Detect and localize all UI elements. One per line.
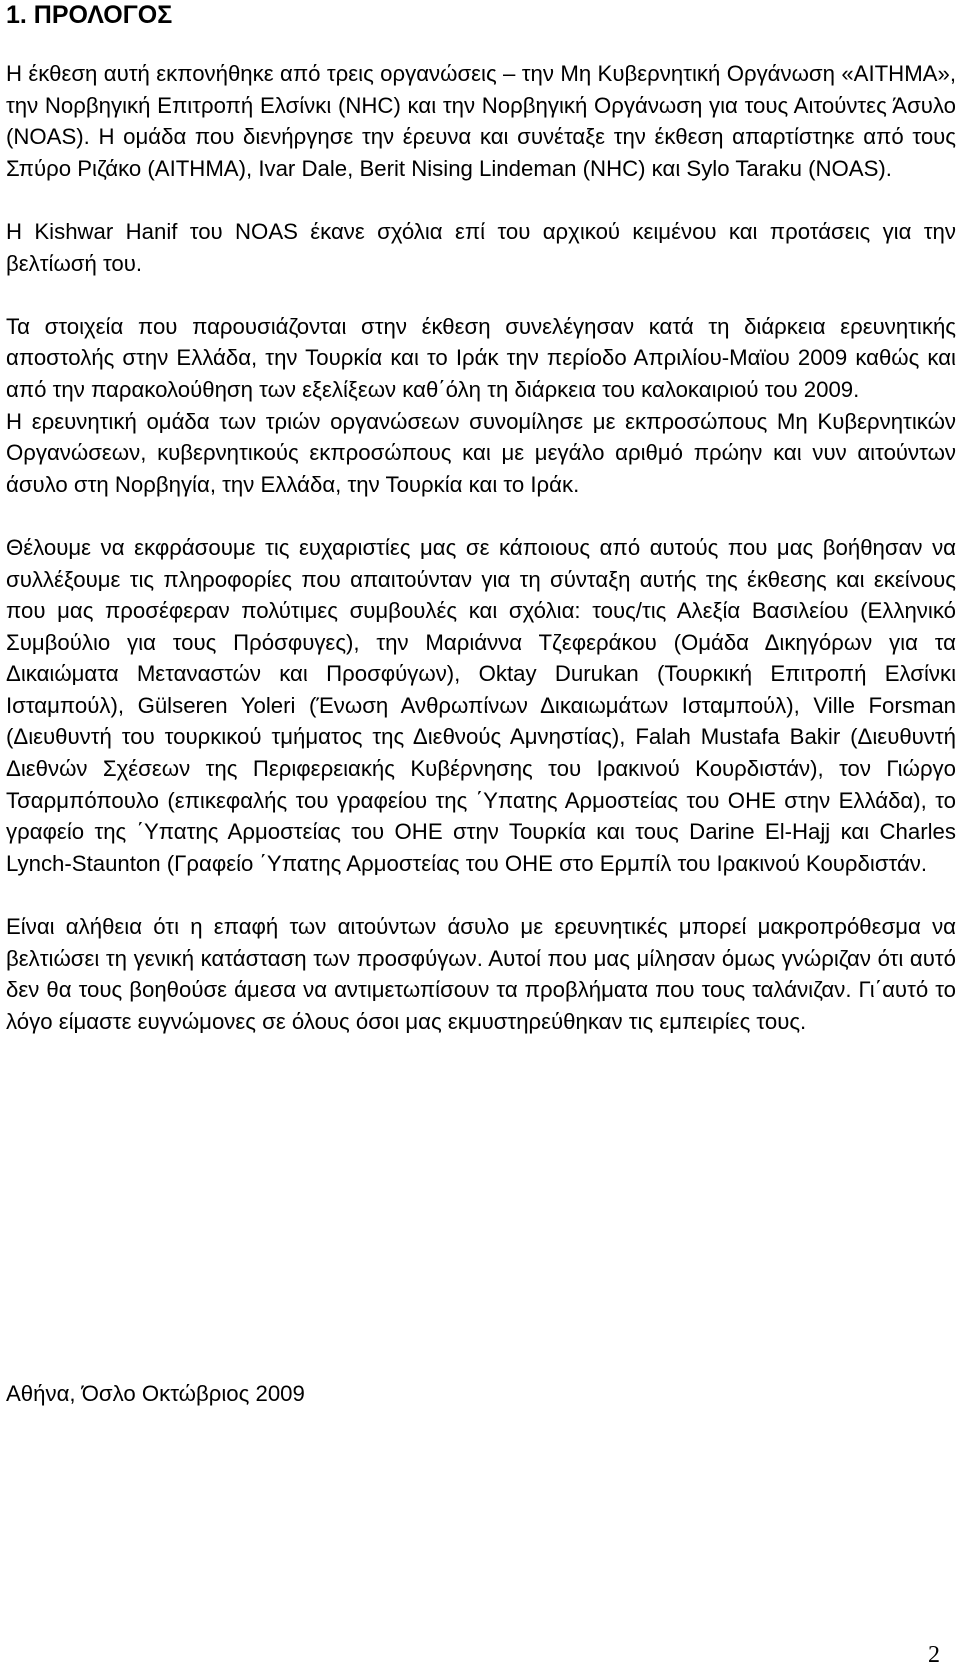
paragraph-authors: Η έκθεση αυτή εκπονήθηκε από τρεις οργανώσεις – την Μη Κυβερνητική Οργάνωση «ΑΙΤΗΜΑ», την Νορβηγική Επιτροπή Ελσίνκι (NHC) και την Νορβηγική Οργάνωση για τους Αιτούντες Άσυλο (NOAS). Η ομάδα που διενήργησε την έρευνα και συνέταξε την έκθεση απαρτίστηκε από τους Σπύρο Ριζάκο (ΑΙΤΗΜΑ), Ivar Dale, Berit Nising Lindeman (NHC) και Sylo Taraku (NOAS).	[6, 61, 956, 181]
section-heading: 1. ΠΡΟΛΟΓΟΣ	[6, 1, 173, 29]
paragraph-acknowledgements: Θέλουμε να εκφράσουμε τις ευχαριστίες μας σε κάποιους από αυτούς που μας βοήθησαν να συλλέξουμε τις πληροφορίες που απαιτούνταν για τη σύνταξη αυτής της έκθεσης και εκείνους που μας προσέφεραν πολύτιμες συμβουλές και σχόλια: τους/τις Αλεξία Βασιλείου (Ελληνικό Συμβούλιο για τους Πρόσφυγες), την Μαριάννα Τζεφεράκου (Ομάδα Δικηγόρων για τα Δικαιώματα Μεταναστών και Προσφύγων), Oktay Durukan (Τουρκική Επιτροπή Ελσίνκι Ισταμπούλ), Gülseren Yoleri (Ένωση Ανθρωπίνων Δικαιωμάτων Ισταμπούλ), Ville Forsman (Διευθυντή του τουρκικού τμήματος της Διεθνούς Αμνηστίας), Falah Mustafa Bakir (Διευθυντή Διεθνών Σχέσεων της Περιφερειακής Κυβέρνησης του Ιρακινού Κουρδιστάν), τον Γιώργο Τσαρμπόπουλο (επικεφαλής του γραφείου της ΄Υπατης Αρμοστείας του ΟΗΕ στην Ελλάδα), το γραφείο της ΄Υπατης Αρμοστείας του ΟΗΕ στην Τουρκία και τους Darine El-Hajj και Charles Lynch-Staunton (Γραφείο ΄Υπατης Αρμοστείας του ΟΗΕ στο Ερμπίλ του Ιρακινού Κουρδιστάν.	[6, 534, 956, 876]
paragraph-interviews: Η ερευνητική ομάδα των τριών οργανώσεων συνομίλησε με εκπροσώπους Μη Κυβερνητικών Οργανώσεων, κυβερνητικούς εκπροσώπους και με μεγάλο αριθμό πρώην και νυν αιτούντων άσυλο στη Νορβηγία, την Ελλάδα, την Τουρκία και το Ιράκ.	[6, 408, 956, 497]
paragraph-data-collection: Τα στοιχεία που παρουσιάζονται στην έκθεση συνελέγησαν κατά τη διάρκεια ερευνητικής αποστολής στην Ελλάδα, την Τουρκία και το Ιράκ την περίοδο Απριλίου-Μαϊου 2009 καθώς και από την παρακολούθηση των εξελίξεων καθ΄όλη τη διάρκεια του καλοκαιριού του 2009.	[6, 313, 956, 402]
paragraph-comments: Η Kishwar Hanif του NOAS έκανε σχόλια επί του αρχικού κειμένου και προτάσεις για την βελτίωσή του.	[6, 218, 956, 276]
paragraph-gratitude: Είναι αλήθεια ότι η επαφή των αιτούντων άσυλο με ερευνητικές μπορεί μακροπρόθεσμα να βελτιώσει τη γενική κατάσταση των προσφύγων. Αυτοί που μας μίλησαν όμως γνώριζαν ότι αυτό δεν θα τους βοηθούσε άμεσα να αντιμετωπίσουν τα προβλήματα που τους ταλάνιζαν. Γι΄αυτό το λόγο είμαστε ευγνώμονες σε όλους όσοι μας εκμυστηρεύθηκαν τις εμπειρίες τους.	[6, 914, 956, 1034]
document-body	[6, 58, 956, 1037]
place-date-signature: Αθήνα, Όσλο Οκτώβριος 2009	[6, 1381, 305, 1406]
page-number: 2	[928, 1642, 940, 1668]
